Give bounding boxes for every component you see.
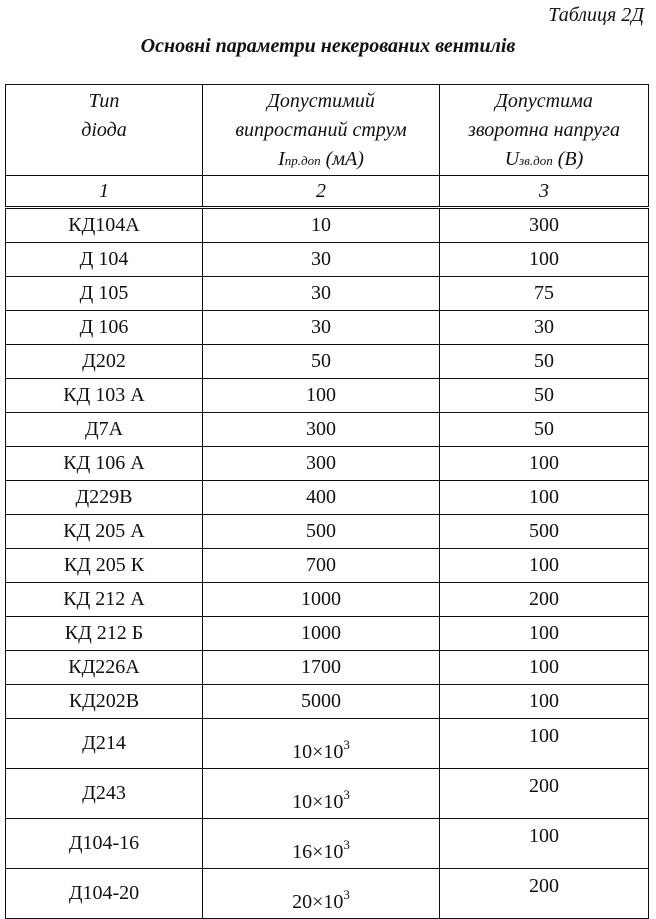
current-base: 10 (323, 741, 344, 763)
header-forward-current-symbol: I (278, 148, 285, 170)
current-mantissa: 10 (292, 741, 313, 763)
reverse-voltage-cell: 200 (440, 769, 649, 819)
diode-type-cell: КД 212 Б (6, 617, 203, 651)
reverse-voltage-cell: 100 (440, 651, 649, 685)
header-diode-type-line1: Тип (88, 90, 120, 112)
reverse-voltage-cell: 100 (440, 719, 649, 769)
reverse-voltage-cell: 500 (440, 515, 649, 549)
header-reverse-voltage-line2: зворотна напруга (468, 119, 620, 141)
reverse-voltage-cell: 50 (440, 379, 649, 413)
reverse-voltage-cell: 100 (440, 243, 649, 277)
column-number-1: 1 (6, 176, 203, 208)
forward-current-cell: 500 (203, 515, 440, 549)
reverse-voltage-cell: 100 (440, 819, 649, 869)
forward-current-cell: 1000 (203, 583, 440, 617)
current-base: 10 (323, 841, 344, 863)
diode-type-cell: КД 205 А (6, 515, 203, 549)
forward-current-cell (203, 719, 440, 769)
header-diode-type-line2: діода (81, 119, 127, 141)
table-row (6, 617, 649, 651)
current-base: 10 (323, 791, 344, 813)
reverse-voltage-cell: 100 (440, 447, 649, 481)
header-reverse-voltage-symbol: U (504, 148, 520, 170)
current-base: 10 (323, 891, 344, 913)
diode-type-cell: Д 106 (6, 311, 203, 345)
forward-current-cell: 1000 (203, 617, 440, 651)
forward-current-cell: 30 (203, 243, 440, 277)
forward-current-cell: 5000 (203, 685, 440, 719)
diode-type-cell: Д104-20 (6, 869, 203, 919)
diode-type-cell: Д243 (6, 769, 203, 819)
diode-type-cell: КД 212 А (6, 583, 203, 617)
times-sign: × (312, 841, 324, 863)
diode-type-cell: КД202В (6, 685, 203, 719)
current-mantissa: 16 (292, 841, 313, 863)
header-forward-current-line2: випростаний струм (235, 119, 407, 141)
diode-type-cell: Д7А (6, 413, 203, 447)
table-row (6, 311, 649, 345)
current-exponent: 3 (343, 837, 350, 852)
forward-current-cell: 400 (203, 481, 440, 515)
table-row (6, 243, 649, 277)
reverse-voltage-cell: 75 (440, 277, 649, 311)
header-row (6, 85, 649, 176)
reverse-voltage-cell: 30 (440, 311, 649, 345)
diode-type-cell: Д214 (6, 719, 203, 769)
diode-type-cell: Д104-16 (6, 819, 203, 869)
current-exponent: 3 (343, 737, 350, 752)
reverse-voltage-cell: 300 (440, 208, 649, 243)
table-row (6, 379, 649, 413)
table-row (6, 208, 649, 243)
column-number-row (6, 176, 649, 208)
diode-type-cell: КД 103 А (6, 379, 203, 413)
table-row (6, 583, 649, 617)
reverse-voltage-cell: 200 (440, 869, 649, 919)
reverse-voltage-cell: 100 (440, 549, 649, 583)
table-row (6, 549, 649, 583)
table-row (6, 447, 649, 481)
diode-type-cell: КД226А (6, 651, 203, 685)
column-number-2: 2 (203, 176, 440, 208)
table-row (6, 481, 649, 515)
times-sign: × (312, 741, 324, 763)
table-row (6, 413, 649, 447)
table-row (6, 685, 649, 719)
current-exponent: 3 (343, 887, 350, 902)
current-exponent: 3 (343, 787, 350, 802)
forward-current-cell (203, 819, 440, 869)
forward-current-cell (203, 869, 440, 919)
header-reverse-voltage-unit: (В) (557, 148, 584, 170)
times-sign: × (312, 791, 324, 813)
diode-type-cell: КД 205 К (6, 549, 203, 583)
forward-current-cell: 50 (203, 345, 440, 379)
forward-current-cell: 100 (203, 379, 440, 413)
diode-type-cell: КД 106 А (6, 447, 203, 481)
forward-current-cell: 300 (203, 447, 440, 481)
reverse-voltage-cell: 50 (440, 413, 649, 447)
diode-type-cell: Д202 (6, 345, 203, 379)
current-mantissa: 20 (292, 891, 313, 913)
header-forward-current-line1: Допустимий (267, 90, 375, 112)
table-number: Таблиця 2Д (548, 4, 644, 26)
table-row (6, 769, 649, 819)
diode-parameters-table (5, 84, 649, 919)
diode-type-cell: КД104А (6, 208, 203, 243)
column-number-3: 3 (440, 176, 649, 208)
reverse-voltage-cell: 50 (440, 345, 649, 379)
times-sign: × (312, 891, 324, 913)
forward-current-cell: 700 (203, 549, 440, 583)
header-reverse-voltage-line1: Допустима (495, 90, 593, 112)
forward-current-cell: 30 (203, 311, 440, 345)
table-row (6, 869, 649, 919)
header-forward-current-subscript: пр.доп (284, 153, 321, 168)
forward-current-cell: 1700 (203, 651, 440, 685)
forward-current-cell (203, 769, 440, 819)
table-row (6, 345, 649, 379)
table-title: Основні параметри некерованих вентилів (140, 35, 516, 57)
header-reverse-voltage-subscript: зв.доп (519, 153, 553, 168)
table-row (6, 515, 649, 549)
diode-type-cell: Д 104 (6, 243, 203, 277)
header-diode-type (6, 85, 203, 176)
forward-current-cell: 10 (203, 208, 440, 243)
reverse-voltage-cell: 100 (440, 481, 649, 515)
header-forward-current (203, 85, 440, 176)
current-mantissa: 10 (292, 791, 313, 813)
table-row (6, 819, 649, 869)
table-row (6, 277, 649, 311)
table-row (6, 719, 649, 769)
header-forward-current-unit: (мА) (325, 148, 364, 170)
diode-type-cell: Д229В (6, 481, 203, 515)
reverse-voltage-cell: 100 (440, 685, 649, 719)
forward-current-cell: 300 (203, 413, 440, 447)
forward-current-cell: 30 (203, 277, 440, 311)
table-row (6, 651, 649, 685)
reverse-voltage-cell: 200 (440, 583, 649, 617)
header-reverse-voltage (440, 85, 649, 176)
reverse-voltage-cell: 100 (440, 617, 649, 651)
diode-type-cell: Д 105 (6, 277, 203, 311)
